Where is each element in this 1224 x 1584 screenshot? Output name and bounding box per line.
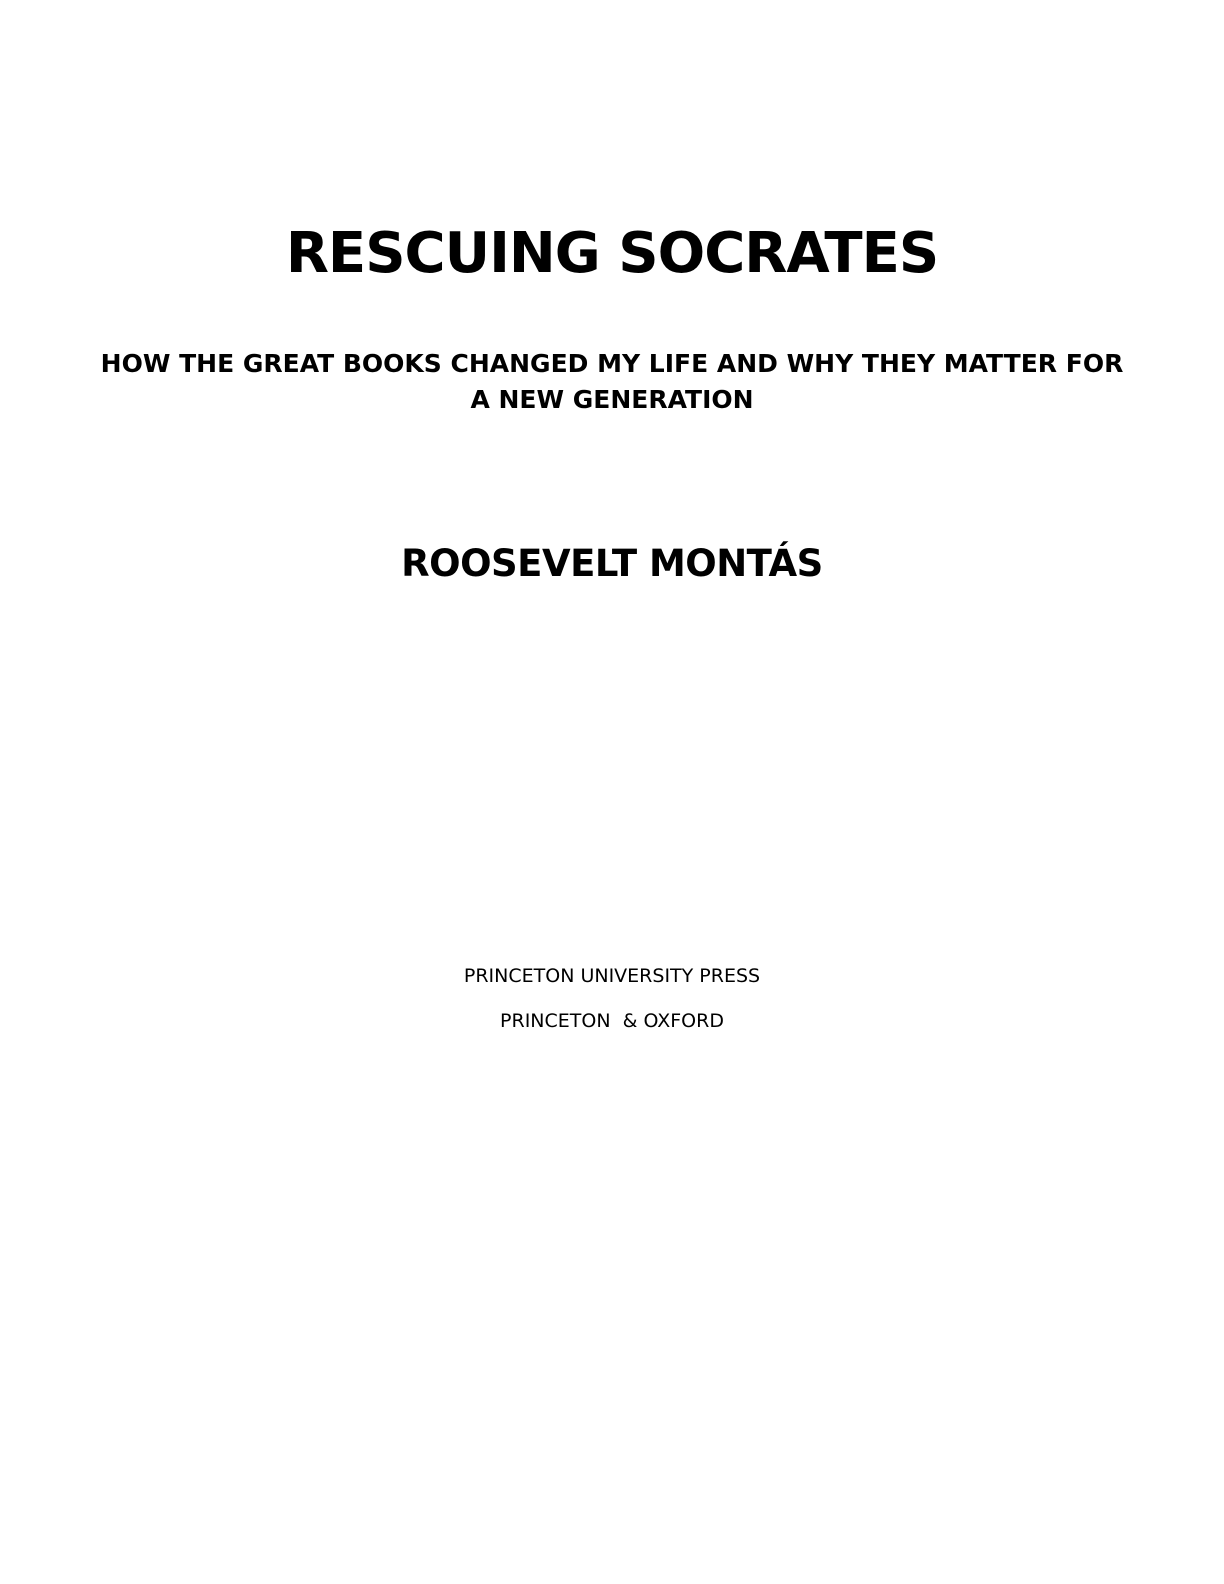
book-subtitle-line-1: HOW THE GREAT BOOKS CHANGED MY LIFE AND WHY THEY MATTER FOR — [100, 349, 1124, 378]
publisher-location: PRINCETON & OXFORD — [500, 1010, 724, 1032]
author-name: ROOSEVELT MONTÁS — [401, 542, 823, 585]
publisher-name: PRINCETON UNIVERSITY PRESS — [463, 965, 761, 987]
book-subtitle — [40, 346, 1184, 418]
book-subtitle-line-2: A NEW GENERATION — [470, 385, 754, 414]
book-title: RESCUING SOCRATES — [285, 221, 939, 286]
